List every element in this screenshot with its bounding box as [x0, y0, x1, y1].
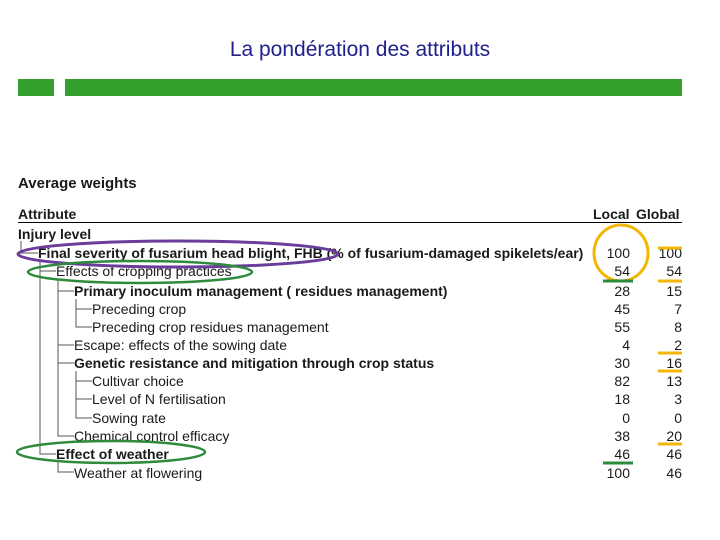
global-value: 7	[674, 301, 682, 317]
row-label: Preceding crop	[92, 301, 187, 317]
local-value: 0	[622, 410, 630, 426]
row-label: Escape: effects of the sowing date	[74, 337, 287, 353]
orange-underline-marks	[658, 248, 682, 444]
column-local-header: Local	[593, 206, 630, 222]
global-value: 8	[674, 319, 682, 335]
global-value: 20	[666, 428, 682, 444]
local-value: 30	[614, 355, 630, 371]
column-attribute-header: Attribute	[18, 206, 77, 222]
global-value: 100	[658, 245, 682, 261]
slide-title: La pondération des attributs	[229, 38, 491, 61]
local-value: 82	[614, 373, 630, 389]
local-value: 54	[614, 263, 630, 279]
row-label: Sowing rate	[92, 410, 166, 426]
row-label: Cultivar choice	[92, 373, 184, 389]
local-value: 100	[606, 245, 630, 261]
row-label: Effects of cropping practices	[56, 263, 232, 279]
row-label: Chemical control efficacy	[74, 428, 230, 444]
global-value: 15	[666, 283, 682, 299]
local-value: 4	[622, 337, 630, 353]
global-value: 46	[666, 446, 682, 462]
global-value: 3	[674, 391, 682, 407]
local-value: 28	[614, 283, 630, 299]
global-value: 0	[674, 410, 682, 426]
row-label: Final severity of fusarium head blight, FHB (% of fusarium-damaged spikelets/ear)	[38, 245, 584, 261]
global-value: 2	[674, 337, 682, 353]
local-value: 100	[606, 465, 630, 481]
local-value: 38	[614, 428, 630, 444]
green-highlight-ellipse-weather	[17, 441, 205, 463]
global-value: 46	[666, 465, 682, 481]
row-label: Effect of weather	[56, 446, 169, 462]
row-label: Genetic resistance and mitigation through crop status	[74, 355, 435, 371]
row-label: Injury level	[18, 226, 92, 242]
global-value: 16	[666, 355, 682, 371]
global-value: 54	[666, 263, 682, 279]
local-value: 55	[614, 319, 630, 335]
row-label: Preceding crop residues management	[92, 319, 329, 335]
table-heading: Average weights	[18, 175, 137, 192]
column-global-header: Global	[636, 206, 680, 222]
local-value: 18	[614, 391, 630, 407]
local-value: 46	[614, 446, 630, 462]
green-highlight-ellipse-cropping	[28, 261, 252, 283]
row-label: Weather at flowering	[74, 465, 203, 481]
local-value: 45	[614, 301, 630, 317]
row-label: Primary inoculum management ( residues management)	[74, 283, 448, 299]
global-value: 13	[666, 373, 682, 389]
row-label: Level of N fertilisation	[92, 391, 226, 407]
green-underline-marks	[603, 281, 633, 463]
orange-highlight-circle	[594, 225, 648, 281]
